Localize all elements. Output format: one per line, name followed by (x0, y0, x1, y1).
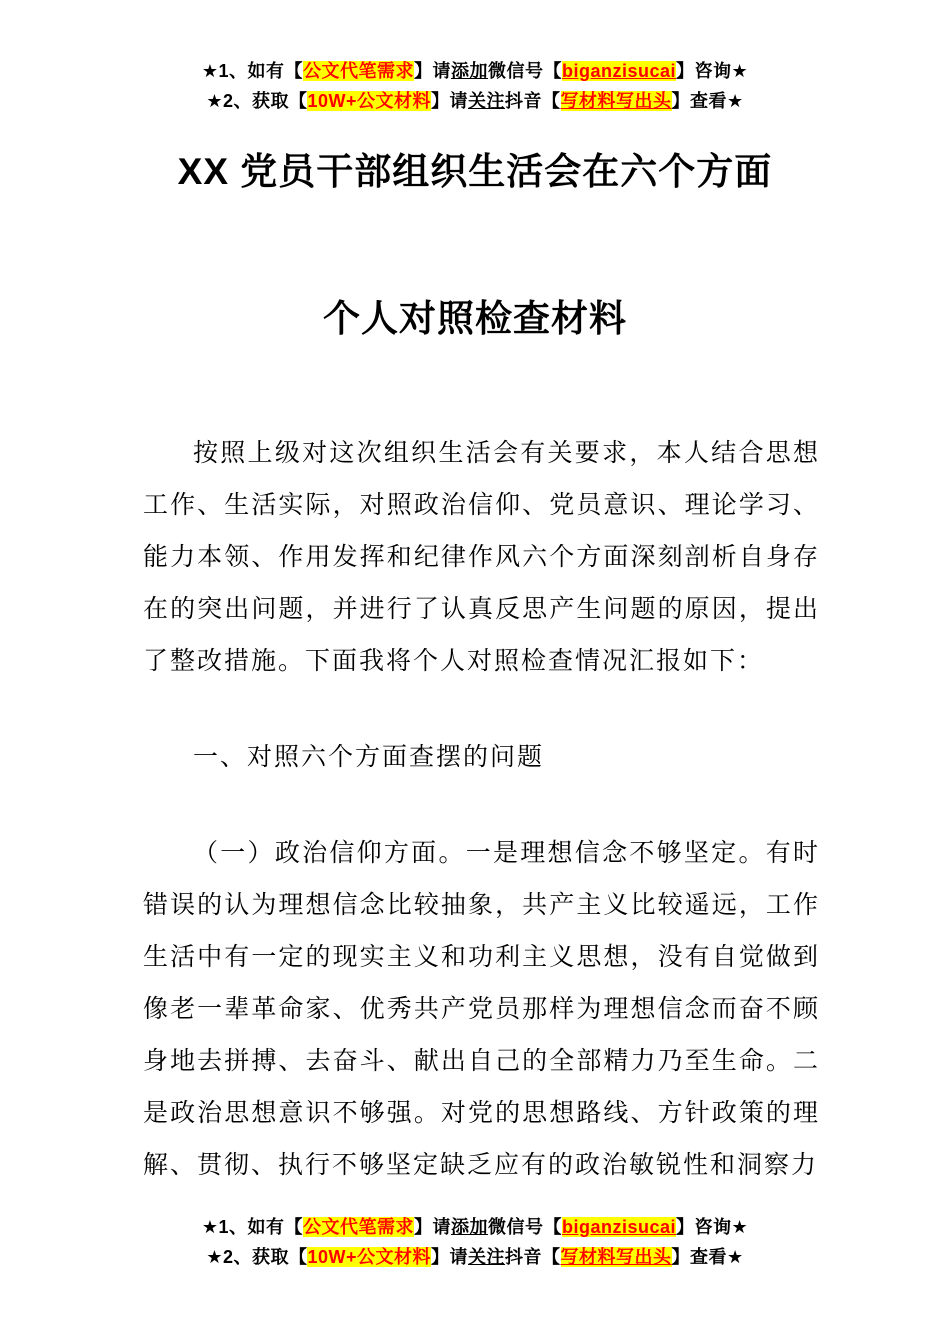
document-subtitle: 个人对照检查材料 (323, 298, 627, 339)
promo-highlight-materials: 10W+公文材料 (307, 1247, 432, 1267)
promo-highlight-materials: 10W+公文材料 (307, 91, 432, 111)
promo-suffix: 】查看★ (671, 1247, 744, 1267)
document-body (143, 427, 820, 1191)
political-belief-paragraph: （一）政治信仰方面。一是理想信念不够坚定。有时错误的认为理想信念比较抽象，共产主义比较遥远，工作生活中有一定的现实主义和功利主义思想，没有自觉做到像老一辈革命家、优秀共产党员那样为理想信念而奋不顾身地去拼搏、去奋斗、献出自己的全部精力乃至生命。二是政治思想意识不够强。对党的思想路线、方针政策的理解、贯彻、执行不够坚定缺乏应有的政治敏锐性和洞察力 (143, 839, 820, 1179)
promo-action-add: 添加 (450, 1217, 488, 1237)
intro-paragraph: 按照上级对这次组织生活会有关要求，本人结合思想工作、生活实际，对照政治信仰、党员意识、理论学习、能力本领、作用发挥和纪律作风六个方面深刻剖析自身存在的突出问题，并进行了认真反思产生问题的原因，提出了整改措施。下面我将个人对照检查情况汇报如下： (143, 439, 820, 675)
promo-text: 微信号【 (487, 61, 562, 81)
promo-prefix: ★2、获取【 (206, 91, 308, 111)
promo-text: 微信号【 (487, 1217, 562, 1237)
promo-text: 】请 (431, 91, 469, 111)
promo-footer-line1 (0, 1212, 950, 1242)
promo-wechat-id: biganzisucai (561, 61, 677, 81)
promo-action-follow: 关注 (468, 91, 506, 111)
promo-wechat-id: biganzisucai (561, 1217, 677, 1237)
promo-prefix: ★1、如有【 (201, 1217, 303, 1237)
promo-action-add: 添加 (450, 61, 488, 81)
promo-suffix: 】咨询★ (676, 61, 749, 81)
promo-douyin-id: 写材料写出头 (560, 91, 672, 111)
promo-douyin-id: 写材料写出头 (560, 1247, 672, 1267)
promo-text: 】请 (413, 61, 451, 81)
section-heading: 一、对照六个方面查摆的问题 (193, 743, 545, 771)
document-title: XX 党员干部组织生活会在六个方面 (177, 151, 773, 192)
promo-header-line2 (0, 86, 950, 116)
promo-prefix: ★1、如有【 (201, 61, 303, 81)
promo-footer (0, 1212, 950, 1272)
promo-header (0, 0, 950, 116)
promo-highlight-service: 公文代笔需求 (302, 61, 414, 81)
promo-text: 抖音【 (505, 91, 561, 111)
promo-suffix: 】查看★ (671, 91, 744, 111)
promo-text: 】请 (431, 1247, 469, 1267)
promo-action-follow: 关注 (468, 1247, 506, 1267)
promo-prefix: ★2、获取【 (206, 1247, 308, 1267)
promo-highlight-service: 公文代笔需求 (302, 1217, 414, 1237)
promo-text: 抖音【 (505, 1247, 561, 1267)
promo-footer-line2 (0, 1242, 950, 1272)
promo-text: 】请 (413, 1217, 451, 1237)
promo-header-line1 (0, 56, 950, 86)
promo-suffix: 】咨询★ (676, 1217, 749, 1237)
